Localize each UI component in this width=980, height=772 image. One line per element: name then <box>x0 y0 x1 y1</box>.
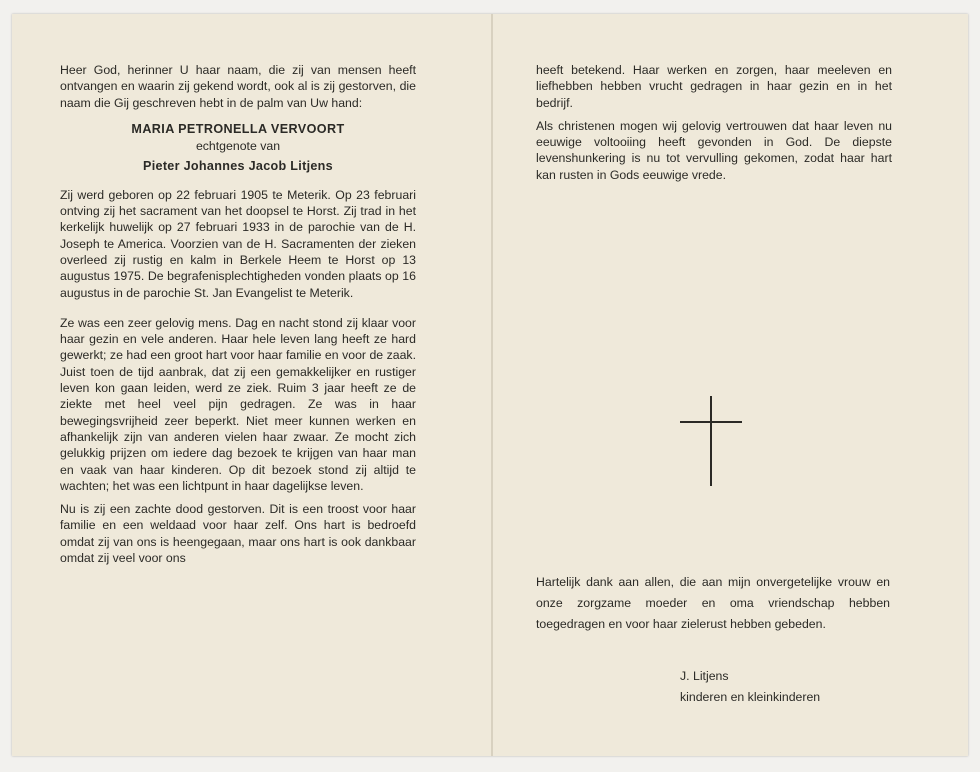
relation-text: echtgenote van <box>195 139 281 154</box>
husband-name: Pieter Johannes Jacob Litjens <box>143 159 333 174</box>
cross-icon <box>680 396 742 486</box>
continuation-paragraph: heeft betekend. Haar werken en zorgen, haar meeleven en liefhebben hebben vrucht gedragen in haar gezin en in het bedrijf. <box>536 63 892 110</box>
right-page <box>536 62 892 190</box>
card-fold <box>491 14 493 756</box>
life-paragraph: Ze was een zeer gelovig mens. Dag en nacht stond zij klaar voor haar gezin en vele anderen. Haar hele leven lang heeft ze hard gewerkt; ze had een groot hart voor haar familie en voor de zaak. Juist toen de tijd aanbrak, dat zij een gemakkelijker en rustiger leven kon gaan leiden, werd ze ziek. Ruim 3 jaar heeft ze de ziekte met heel veel pijn gedragen. Ze was in haar bewegingsvrijheid zeer beperkt. Niet meer kunnen werken en afhankelijk zijn van anderen vielen haar zwaar. Ze mocht zich gelukkig prijzen om iedere dag bezoek te krijgen van haar man en vaak van haar kinderen. Op dit bezoek stond zij altijd te wachten; het was een lichtpunt in haar dagelijkse leven. <box>60 315 416 493</box>
signature-name: J. Litjens <box>680 669 729 683</box>
faith-paragraph: Als christenen mogen wij gelovig vertrouwen dat haar leven nu eeuwige voltooiing heeft gevonden in God. De diepste levenshunkering is nu tot vervulling gekomen, zodat haar hart kan rusten in Gods eeuwige vrede. <box>536 118 892 182</box>
thanks-paragraph: Hartelijk dank aan allen, die aan mijn onvergetelijke vrouw en onze zorgzame moeder en oma vriendschap hebben toegedragen en voor haar zielerust hebben gebeden. <box>536 575 890 631</box>
signature-block <box>680 666 820 708</box>
deceased-name: MARIA PETRONELLA VERVOORT <box>131 121 345 136</box>
left-page <box>60 62 416 573</box>
biography-paragraph: Zij werd geboren op 22 februari 1905 te Meterik. Op 23 februari ontving zij het sacrament van het doopsel te Horst. Zij trad in het kerkelijk huwelijk op 27 februari 1933 in de parochie van de H. Joseph te America. Voorzien van de H. Sacramenten der zieken overleed zij rustig en kalm in Berkele Heem te Horst op 13 augustus 1975. De begrafenisplechtigheden vonden plaats op 16 augustus in de parochie St. Jan Evangelist te Meterik. <box>60 187 416 300</box>
intro-prayer: Heer God, herinner U haar naam, die zij van mensen heeft ontvangen en waarin zij gekend wordt, ook al is zij gestorven, die naam die Gij geschreven hebt in de palm van Uw hand: <box>60 63 416 110</box>
death-paragraph: Nu is zij een zachte dood gestorven. Dit is een troost voor haar familie en een weldaad voor haar zelf. Ons hart is bedroefd omdat zij van ons is heengegaan, maar ons hart is ook dankbaar omdat zij veel voor ons <box>60 502 416 566</box>
signature-family: kinderen en kleinkinderen <box>680 690 821 704</box>
